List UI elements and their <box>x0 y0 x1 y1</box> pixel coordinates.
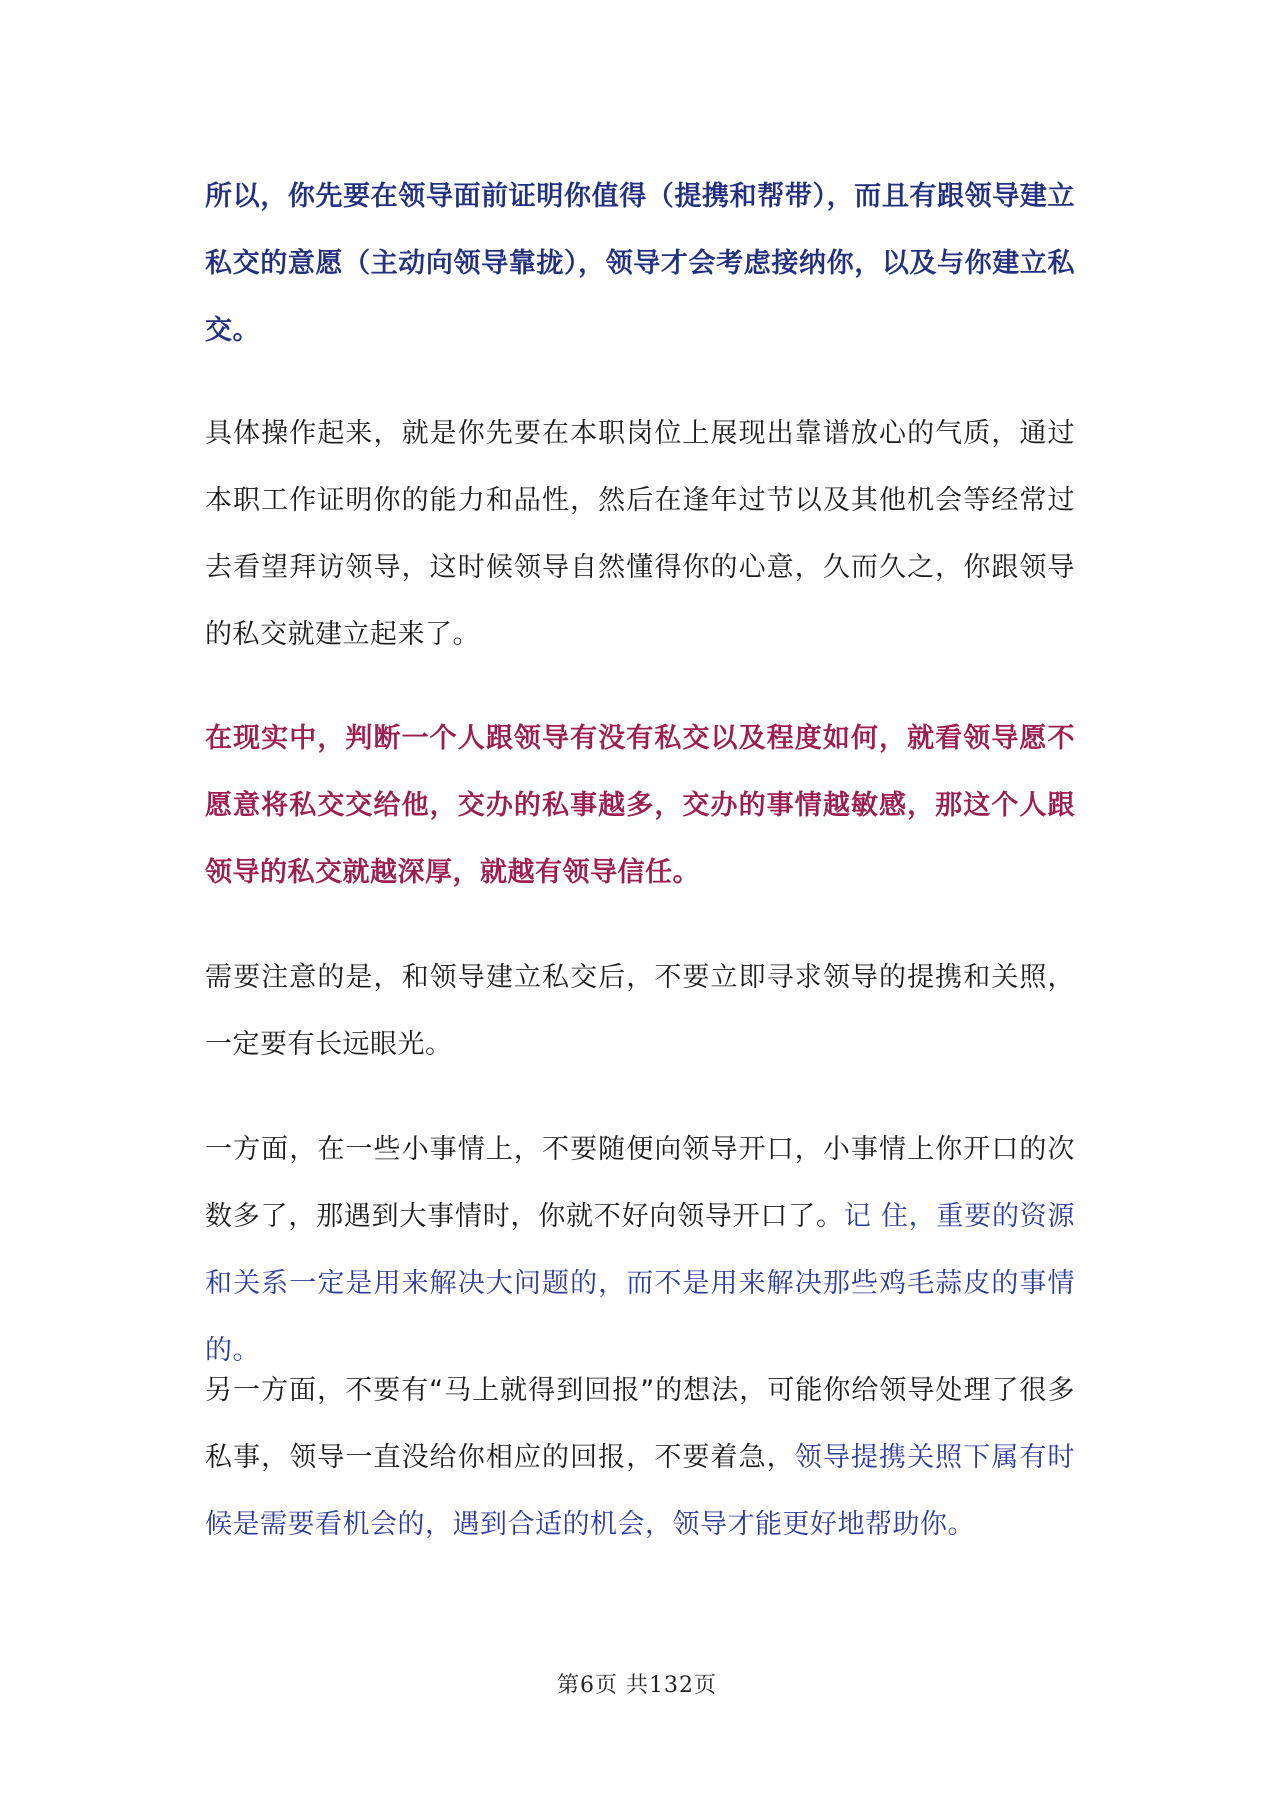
paragraph-6 <box>205 1357 1075 1558</box>
paragraph-2: 具体操作起来，就是你先要在本职岗位上展现出靠谱放心的气质，通过本职工作证明你的能力和品性，然后在逢年过节以及其他机会等经常过去看望拜访领导，这时候领导自然懂得你的心意，久而久之，你跟领导的私交就建立起来了。 <box>205 418 1075 650</box>
paragraph-1: 所以，你先要在领导面前证明你值得（提携和帮带），而且有跟领导建立私交的意愿（主动向领导靠拢），领导才会考虑接纳你，以及与你建立私交。 <box>205 181 1075 346</box>
paragraph-5-text: 一方面，在一些小事情上，不要随便向领导开口，小事情上你开口的次数多了，那遇到大事情时，你就不好向领导开口了。 <box>205 1134 1075 1232</box>
paragraph-6-text: 另一方面，不要有“马上就得到回报”的想法，可能你给领导处理了很多私事，领导一直没给你相应的回报，不要着急， <box>205 1375 1075 1473</box>
paragraph-5-highlight: 记 住，重要的资源和关系一定是用来解决大问题的，而不是用来解决那些鸡毛蒜皮的事情的。 <box>205 1201 1076 1366</box>
paragraph-5 <box>205 1116 1075 1384</box>
paragraph-3: 在现实中，判断一个人跟领导有没有私交以及程度如何，就看领导愿不愿意将私交交给他，交办的私事越多，交办的事情越敏感，那这个人跟领导的私交就越深厚，就越有领导信任。 <box>205 723 1075 888</box>
page-number-footer: 第6页 共132页 <box>557 1673 717 1698</box>
paragraph-4: 需要注意的是，和领导建立私交后，不要立即寻求领导的提携和关照， 一定要有长远眼光。 <box>205 962 1075 1060</box>
paragraph-6-highlight: 领导提携关照下属有时候是需要看机会的，遇到合适的机会，领导才能更好地帮助你。 <box>205 1442 1075 1540</box>
